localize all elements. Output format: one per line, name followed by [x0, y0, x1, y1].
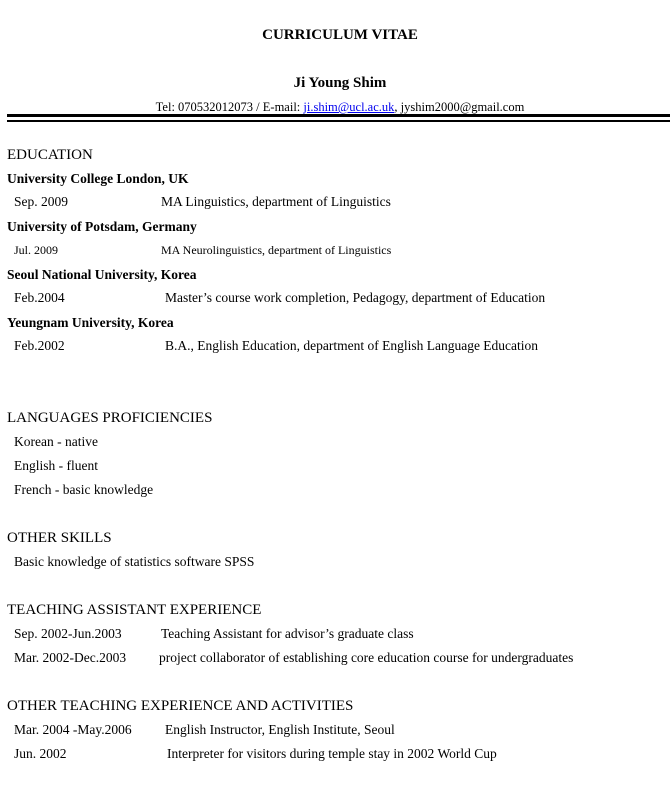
- ta-desc: Teaching Assistant for advisor’s graduate class: [161, 626, 414, 641]
- document-title: CURRICULUM VITAE: [262, 27, 418, 43]
- section-heading-languages: LANGUAGES PROFICIENCIES: [7, 410, 213, 426]
- separator: ,: [394, 100, 401, 114]
- ta-desc: project collaborator of establishing core education course for undergraduates: [159, 650, 574, 665]
- ta-date: Sep. 2002-Jun.2003: [14, 626, 122, 641]
- header-rule-thick: [7, 114, 670, 117]
- email-text: jyshim2000@gmail.com: [400, 100, 525, 114]
- school-name: University College London, UK: [7, 171, 189, 186]
- applicant-name: Ji Young Shim: [293, 75, 387, 91]
- activity-desc: English Instructor, English Institute, Seoul: [165, 722, 395, 737]
- activity-desc: Interpreter for visitors during temple stay in 2002 World Cup: [167, 746, 497, 761]
- education-desc: MA Neurolinguistics, department of Linguistics: [161, 243, 392, 257]
- education-date: Sep. 2009: [14, 194, 68, 209]
- education-desc: Master’s course work completion, Pedagogy, department of Education: [165, 290, 546, 305]
- phone-text: Tel: 070532012073 / E-mail:: [155, 100, 304, 114]
- section-heading-skills: OTHER SKILLS: [7, 530, 112, 546]
- skill-item: Basic knowledge of statistics software SPSS: [14, 554, 255, 569]
- education-date: Feb.2002: [14, 338, 65, 353]
- activity-date: Jun. 2002: [14, 746, 67, 761]
- education-date: Jul. 2009: [14, 243, 59, 257]
- section-heading-other-teaching: OTHER TEACHING EXPERIENCE AND ACTIVITIES: [7, 698, 354, 714]
- school-name: Seoul National University, Korea: [7, 267, 197, 282]
- header-rule-thin: [7, 120, 670, 122]
- email-link[interactable]: ji.shim@ucl.ac.uk: [303, 100, 395, 114]
- section-heading-education: EDUCATION: [7, 147, 93, 163]
- ta-date: Mar. 2002-Dec.2003: [14, 650, 127, 665]
- education-date: Feb.2004: [14, 290, 65, 305]
- section-heading-ta: TEACHING ASSISTANT EXPERIENCE: [7, 602, 262, 618]
- education-desc: MA Linguistics, department of Linguistics: [161, 194, 391, 209]
- language-item: Korean - native: [14, 434, 98, 449]
- language-item: French - basic knowledge: [14, 482, 154, 497]
- activity-date: Mar. 2004 -May.2006: [14, 722, 132, 737]
- language-item: English - fluent: [14, 458, 98, 473]
- school-name: University of Potsdam, Germany: [7, 219, 197, 234]
- school-name: Yeungnam University, Korea: [7, 315, 174, 330]
- education-desc: B.A., English Education, department of English Language Education: [165, 338, 539, 353]
